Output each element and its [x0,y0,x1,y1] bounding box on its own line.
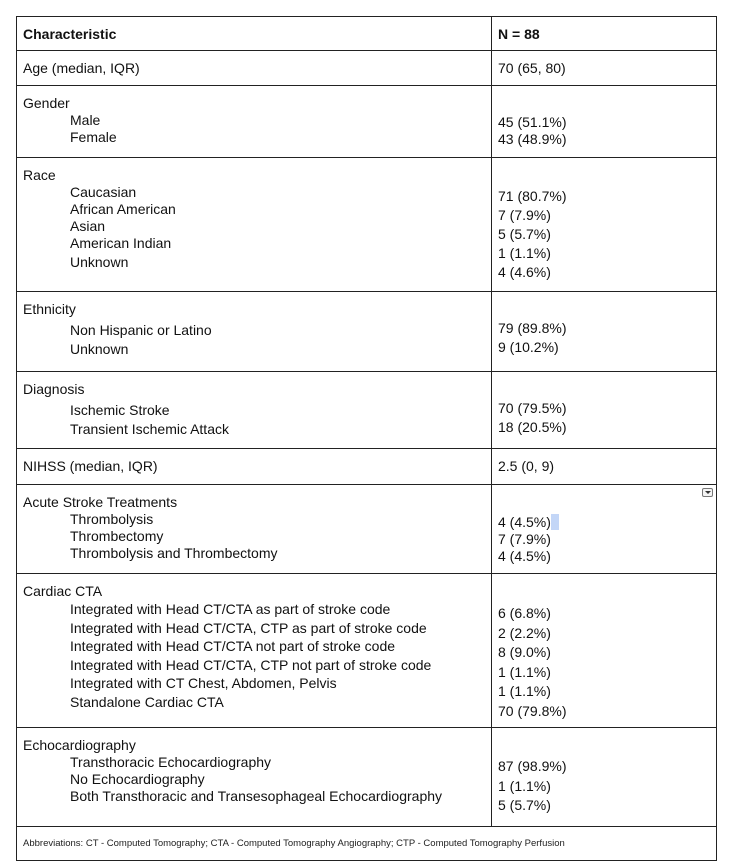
list-value: 1 (1.1%) [498,777,551,794]
list-value: 45 (51.1%) [498,114,567,130]
list-value [498,514,710,531]
race-cell [17,158,492,292]
list-value: 79 (89.8%) [498,320,567,336]
list-item: Male [70,112,101,128]
list-item: Thrombolysis and Thrombectomy [70,545,278,561]
table-row [17,449,717,485]
race-values [492,158,717,292]
group-label: Acute Stroke Treatments [23,494,178,510]
header-characteristic: Characteristic [17,17,492,51]
list-item: Integrated with Head CT/CTA not part of stroke code [70,638,396,654]
list-item: Integrated with Head CT/CTA, CTP as part of stroke code [70,619,427,636]
list-value-text: 4 (4.5%) [498,514,551,530]
list-item: African American [70,201,176,217]
ethnicity-values [492,292,717,372]
list-item: Both Transthoracic and Transesophageal Echocardiography [70,788,443,804]
group-label: Ethnicity [23,301,76,317]
list-item: Integrated with Head CT/CTA, CTP not part of stroke code [70,656,432,673]
list-item: No Echocardiography [70,771,205,787]
row-value: 70 (65, 80) [492,51,717,86]
table-row [17,292,717,372]
list-value: 71 (80.7%) [498,188,567,204]
group-label: Cardiac CTA [23,583,103,599]
list-value: 1 (1.1%) [498,683,551,699]
abbreviations-row [17,826,717,860]
list-item: Integrated with Head CT/CTA as part of stroke code [70,601,391,617]
row-label: NIHSS (median, IQR) [17,449,492,485]
list-item: Ischemic Stroke [70,402,170,418]
list-value: 70 (79.8%) [498,702,567,719]
row-label: Age (median, IQR) [17,51,492,86]
list-value: 43 (48.9%) [498,131,567,147]
ethnicity-cell [17,292,492,372]
text-selection-highlight [551,514,559,530]
list-value: 18 (20.5%) [498,419,567,435]
echo-values [492,728,717,827]
list-value: 7 (7.9%) [498,207,551,223]
list-item: Caucasian [70,184,137,200]
list-item: Integrated with CT Chest, Abdomen, Pelvis [70,675,337,691]
list-item: Transient Ischemic Attack [70,421,229,437]
list-value: 1 (1.1%) [498,663,551,680]
list-item: Unknown [70,254,129,270]
characteristics-table [16,16,717,861]
list-value: 9 (10.2%) [498,339,559,355]
list-item: Thrombectomy [70,528,164,544]
table-row [17,158,717,292]
group-label: Echocardiography [23,737,136,753]
table-row [17,51,717,86]
table-row [17,86,717,158]
diagnosis-values [492,372,717,449]
echo-cell [17,728,492,827]
document-page [16,16,716,861]
cardiac-cta-cell [17,574,492,728]
diagnosis-cell [17,372,492,449]
list-item: American Indian [70,235,172,251]
list-item: Standalone Cardiac CTA [70,693,224,710]
list-item: Thrombolysis [70,511,154,527]
list-item: Transthoracic Echocardiography [70,754,272,770]
treatments-cell [17,485,492,574]
group-label: Diagnosis [23,381,85,397]
cardiac-cta-values [492,574,717,728]
list-value: 7 (7.9%) [498,531,551,547]
table-row [17,574,717,728]
list-value: 2 (2.2%) [498,624,551,641]
list-value: 1 (1.1%) [498,245,551,261]
abbreviations-note: Abbreviations: CT - Computed Tomography; CTA - Computed Tomography Angiography; CTP - Computed Tomography Perfusion [17,826,717,860]
list-value: 5 (5.7%) [498,226,551,242]
list-value: 8 (9.0%) [498,644,551,660]
row-value: 2.5 (0, 9) [492,449,717,485]
group-label: Race [23,167,56,183]
list-item: Asian [70,218,106,234]
gender-cell [17,86,492,158]
group-label: Gender [23,95,70,111]
list-value: 87 (98.9%) [498,758,567,774]
table-row [17,372,717,449]
gender-values [492,86,717,158]
table-row [17,485,717,574]
header-n: N = 88 [492,17,717,51]
list-value: 70 (79.5%) [498,400,567,416]
list-value: 5 (5.7%) [498,797,551,813]
list-item: Non Hispanic or Latino [70,322,212,338]
cell-menu-dropdown-icon[interactable] [702,488,713,497]
table-header-row [17,17,717,51]
list-value: 4 (4.5%) [498,548,551,564]
treatments-values [492,485,717,574]
list-item: Female [70,129,117,145]
list-item: Unknown [70,341,129,357]
list-value: 6 (6.8%) [498,605,551,621]
list-value: 4 (4.6%) [498,264,551,280]
table-row [17,728,717,827]
